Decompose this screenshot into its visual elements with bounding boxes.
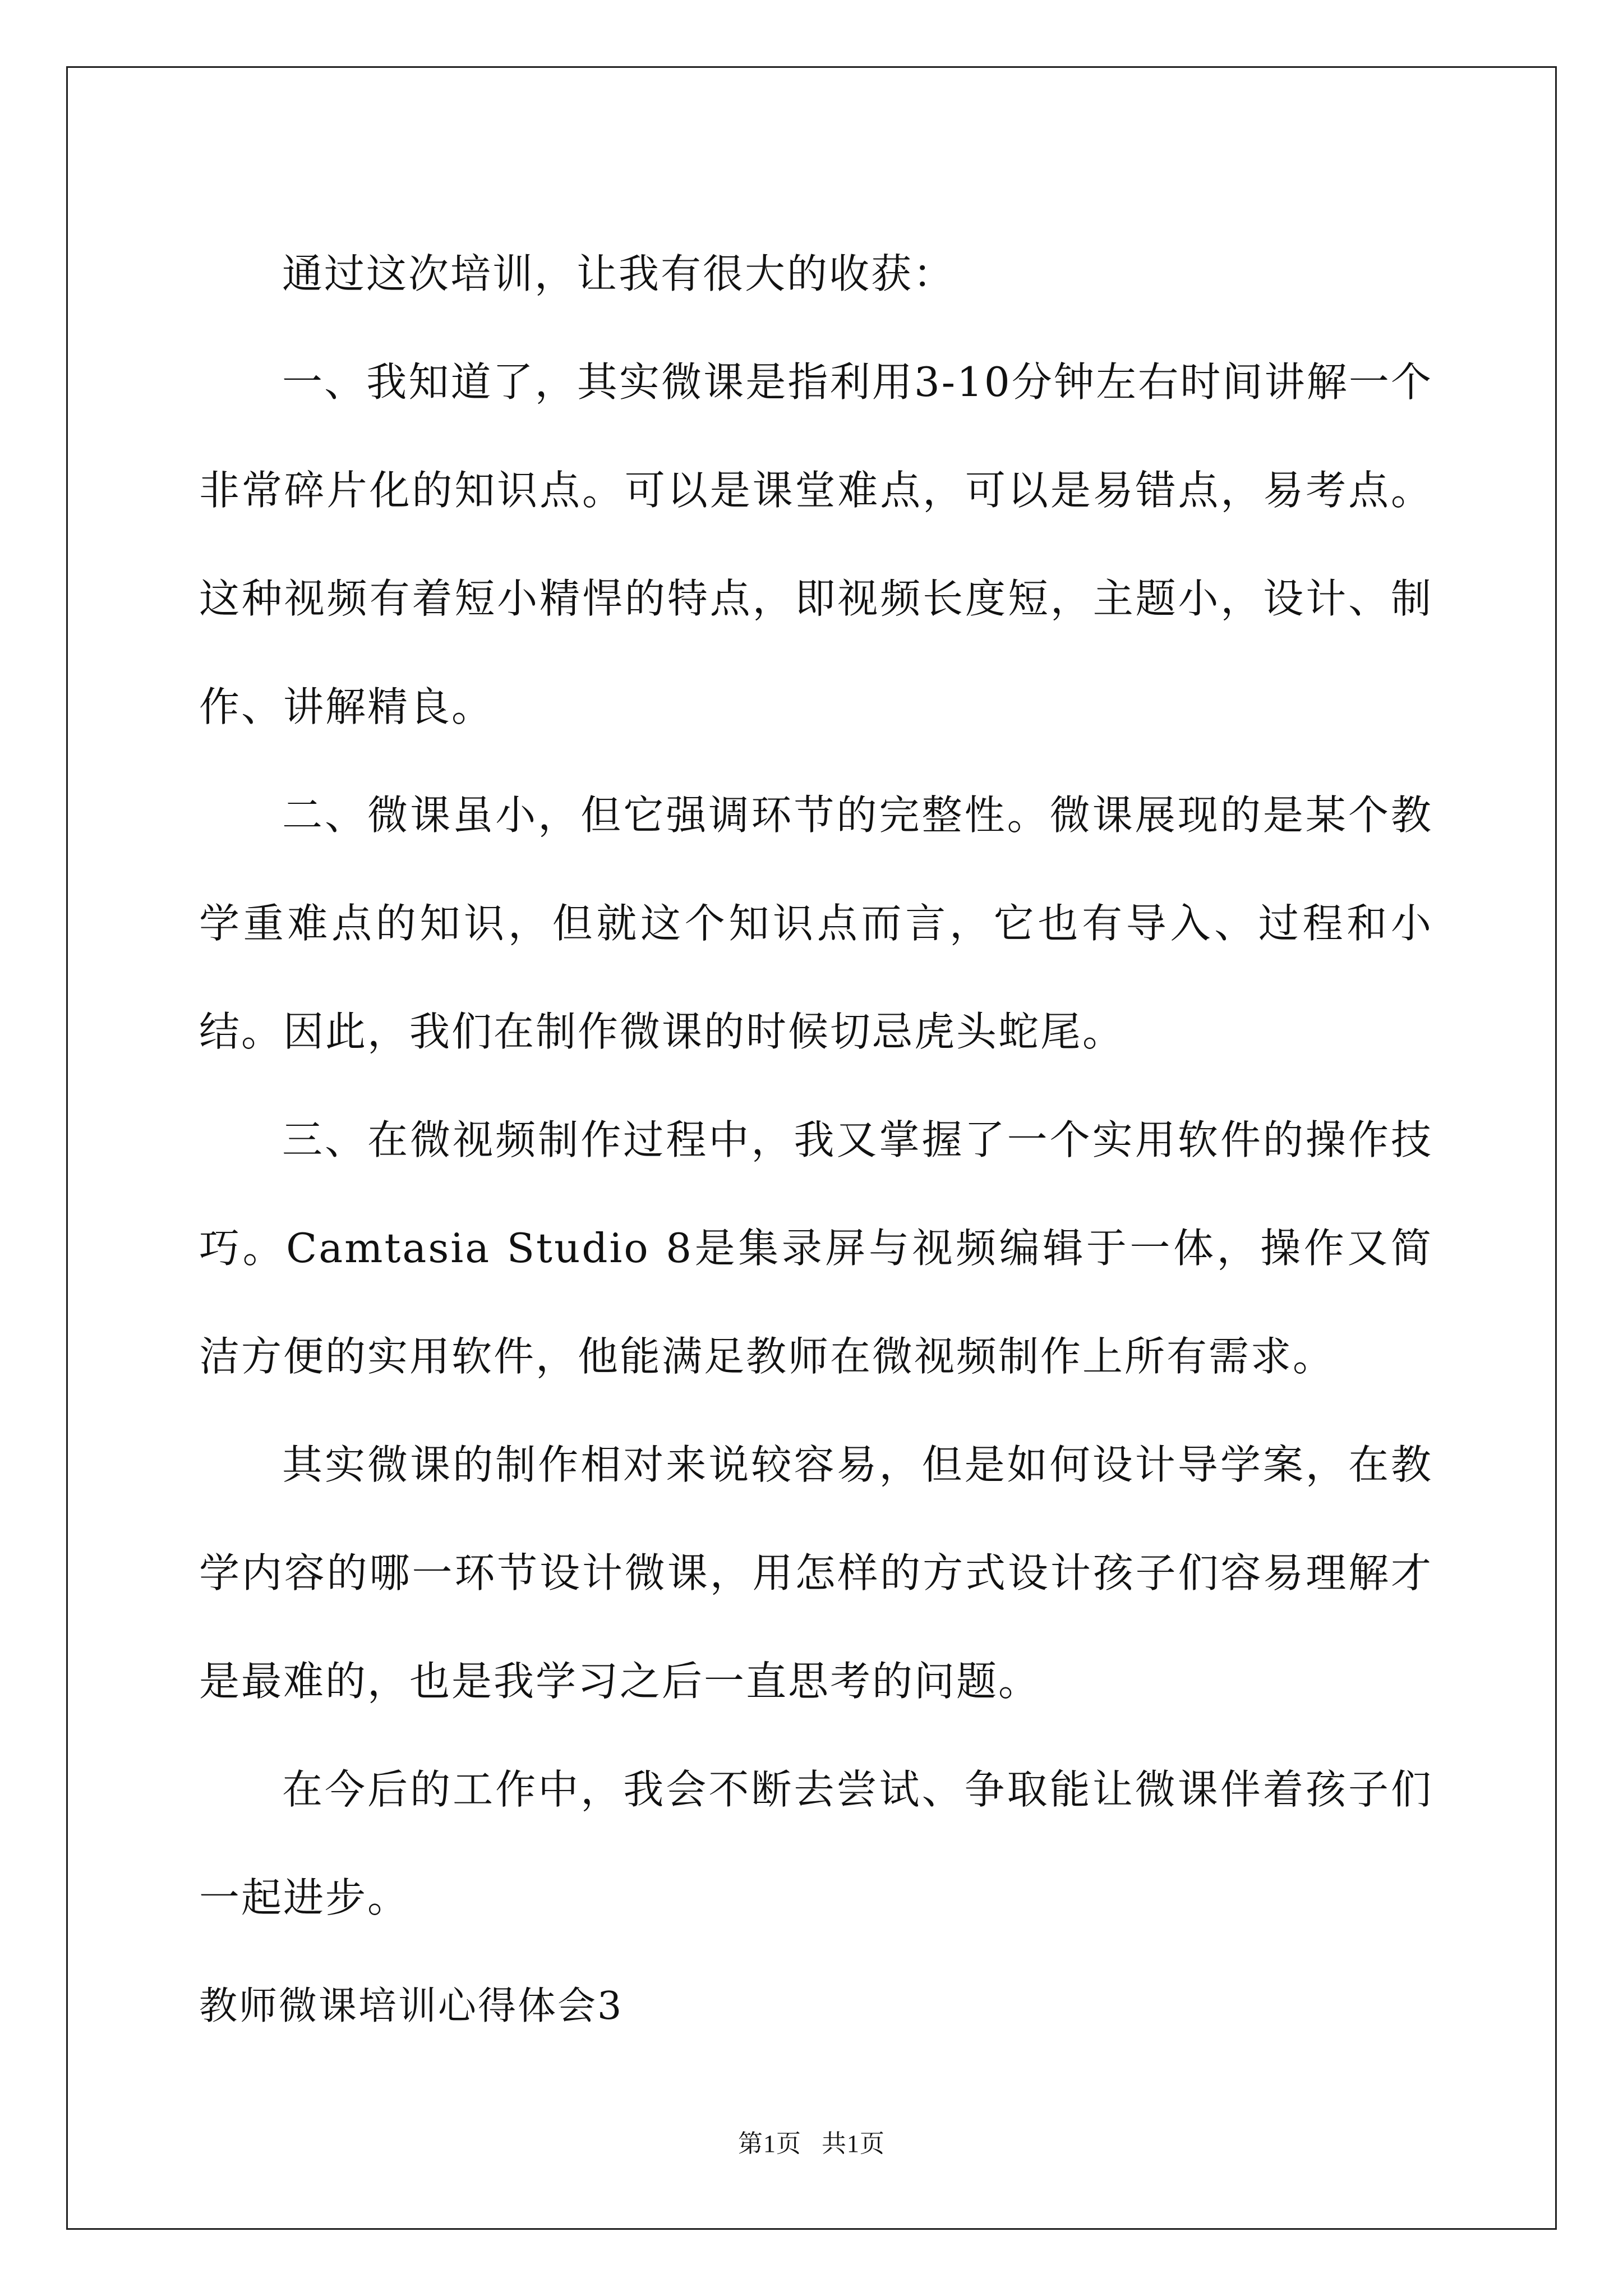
document-body bbox=[199, 220, 1433, 2060]
paragraph-point-one: 一、我知道了，其实微课是指利用3-10分钟左右时间讲解一个非常碎片化的知识点。可以是课堂难点，可以是易错点，易考点。这种视频有着短小精悍的特点，即视频长度短，主题小，设计、制作、讲解精良。 bbox=[199, 358, 1433, 730]
page-total: 共1页 bbox=[822, 2130, 885, 2157]
section-title: 教师微课培训心得体会3 bbox=[199, 1984, 624, 2028]
paragraph-conclusion: 在今后的工作中，我会不断去尝试、争取能让微课伴着孩子们一起进步。 bbox=[199, 1766, 1433, 1921]
page-number: 第1页 bbox=[738, 2130, 801, 2157]
page-footer bbox=[0, 2123, 1623, 2159]
paragraph-point-three: 三、在微视频制作过程中，我又掌握了一个实用软件的操作技巧。Camtasia Studio 8是集录屏与视频编辑于一体，操作又简洁方便的实用软件，他能满足教师在微视频制作上所有需求。 bbox=[199, 1116, 1433, 1380]
paragraph-reflection: 其实微课的制作相对来说较容易，但是如何设计导学案，在教学内容的哪一环节设计微课，用怎样的方式设计孩子们容易理解才是最难的，也是我学习之后一直思考的问题。 bbox=[199, 1441, 1433, 1705]
paragraph-intro: 通过这次培训，让我有很大的收获： bbox=[282, 250, 956, 297]
paragraph-point-two: 二、微课虽小，但它强调环节的完整性。微课展现的是某个教学重难点的知识，但就这个知识点而言，它也有导入、过程和小结。因此，我们在制作微课的时候切忌虎头蛇尾。 bbox=[199, 792, 1433, 1055]
